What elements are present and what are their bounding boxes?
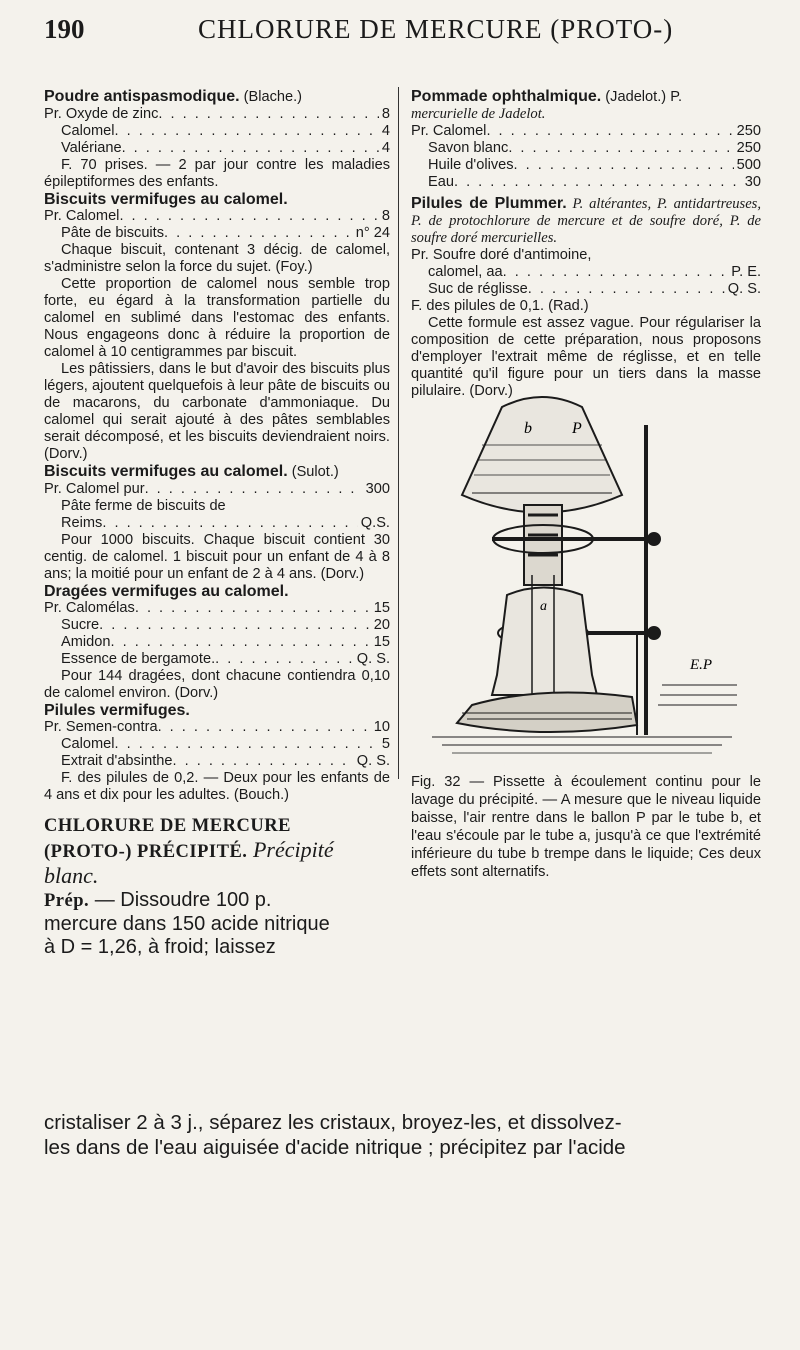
recipe-row: Savon blanc . . . 250 bbox=[411, 140, 761, 157]
recipe-row: Pr. Calomel . . . 8 bbox=[44, 208, 390, 225]
label-p: P bbox=[572, 420, 582, 437]
recipe-row: Pr. Semen-contra . . . 10 bbox=[44, 719, 390, 736]
recipe-row: Sucre . . . 20 bbox=[44, 617, 390, 634]
right-column bbox=[411, 88, 761, 400]
poudre-heading: Poudre antispasmodique. (Blache.) bbox=[44, 88, 303, 105]
page-header bbox=[0, 14, 800, 54]
recipe-row: Suc de réglisse . . . Q. S. bbox=[411, 281, 761, 298]
recipe-row: Valériane . . . 4 bbox=[44, 140, 390, 157]
engraver-signature: E.P bbox=[690, 657, 713, 673]
recipe-row: Extrait d'absinthe . . . Q. S. bbox=[44, 753, 390, 770]
pommade-subtitle: mercurielle de Jadelot. bbox=[411, 106, 546, 122]
poudre-note: F. 70 prises. — 2 par jour contre les maladies épileptiformes des enfants. bbox=[44, 157, 390, 190]
paragraph: F. des pilules de 0,1. (Rad.) bbox=[411, 298, 589, 314]
section-title-line2: (PROTO-) PRÉCIPITÉ. Précipité blanc. bbox=[44, 837, 334, 888]
text-line: cristaliser 2 à 3 j., séparez les cristaux, broyez-les, et dissolvez- bbox=[44, 1111, 622, 1134]
recipe-row: Pâte de biscuits . . . n° 24 bbox=[44, 225, 390, 242]
paragraph: Pour 1000 biscuits. Chaque biscuit contient 30 centig. de calomel. 1 biscuit pour un enfant de 4 à 8 ans; la moitié pour un enfant de 2 à 4 ans. (Dorv.) bbox=[44, 532, 390, 582]
paragraph: Chaque biscuit, contenant 3 décig. de calomel, s'administre selon la force du sujet. (Foy.) bbox=[44, 242, 390, 275]
recipe-row: Pr. Calomel pur . . . 300 bbox=[44, 481, 390, 498]
prep-line: Prép. — Dissoudre 100 p. bbox=[44, 889, 272, 911]
label-a: a bbox=[540, 599, 547, 614]
figure-caption: Fig. 32 — Pissette à écoulement continu pour le lavage du précipité. — A mesure que le niveau liquide baisse, l'air rentre dans le ballon P par le tube b, et l'eau s'écoule par le tube a, jusqu'à ce que l'extrémité inférieure du tube b trempe dans le liquide; Ces deux effets sont alternatifs. bbox=[411, 774, 761, 880]
recipe-row: Essence de bergamote. . . . Q. S. bbox=[44, 651, 390, 668]
wash-bottle-figure bbox=[432, 385, 744, 770]
recipe-row: Huile d'olives . . . 500 bbox=[411, 157, 761, 174]
paragraph: Cette formule est assez vague. Pour régulariser la composition de cette préparation, nous proposons d'employer l'extrait même de réglisse, et en telle quantité qu'il figure pour un tiers dans la masse pilulaire. (Dorv.) bbox=[411, 315, 761, 399]
recipe-row: Reims . . . Q.S. bbox=[44, 515, 390, 532]
dragees-heading: Dragées vermifuges au calomel. bbox=[44, 583, 289, 600]
prep-line: à D = 1,26, à froid; laissez bbox=[44, 936, 276, 958]
text-line: les dans de l'eau aiguisée d'acide nitrique ; précipitez par l'acide bbox=[44, 1136, 626, 1159]
paragraph: Pour 144 dragées, dont chacune contiendra 0,10 de calomel environ. (Dorv.) bbox=[44, 668, 390, 701]
recipe-row: Pr. Calomel . . . 250 bbox=[411, 123, 761, 140]
section-title-line1: CHLORURE DE MERCURE bbox=[44, 816, 291, 836]
recipe-row: Pâte ferme de biscuits de bbox=[61, 498, 226, 514]
recipe-row: calomel, aa . . . P. E. bbox=[411, 264, 761, 281]
page-number: 190 bbox=[44, 14, 85, 44]
paragraph: Les pâtissiers, dans le but d'avoir des biscuits plus légers, ajoutent quelquefois à leur pâte de biscuits ou de macarons, du carbonate d'ammoniaque. Du calomel qui serait ajouté à des pâtes semblables serait décomposé, et les biscuits deviendraient noirs. (Dorv.) bbox=[44, 361, 390, 462]
recipe-row: Pr. Soufre doré d'antimoine, bbox=[411, 247, 592, 263]
recipe-row: Amidon . . . 15 bbox=[44, 634, 390, 651]
column-divider bbox=[398, 87, 399, 779]
plummer-heading: Pilules de Plummer. P. altérantes, P. antidartreuses, P. de protochlorure de mercure et de soufre doré, P. de soufre doré mercurielles. bbox=[411, 195, 762, 246]
recipe-row: Pr. Oxyde de zinc . . . 8 bbox=[44, 106, 390, 123]
prep-line: mercure dans 150 acide nitrique bbox=[44, 913, 330, 935]
recipe-row: Eau . . . 30 bbox=[411, 174, 761, 191]
biscuits-sulot-heading: Biscuits vermifuges au calomel. (Sulot.) bbox=[44, 463, 339, 480]
pommade-heading: Pommade ophthalmique. (Jadelot.) P. bbox=[411, 88, 683, 105]
paragraph: Cette proportion de calomel nous semble trop forte, eu égard à la transformation partielle du calomel en sublimé dans l'estomac des enfants. Nous engageons donc à réduire la proportion de calomel à 10 centigrammes par biscuit. bbox=[44, 276, 390, 360]
running-title: CHLORURE DE MERCURE (PROTO-) bbox=[198, 14, 674, 44]
recipe-row: Pr. Calomélas . . . 15 bbox=[44, 600, 390, 617]
recipe-row: Calomel . . . 5 bbox=[44, 736, 390, 753]
recipe-row: Calomel . . . 4 bbox=[44, 123, 390, 140]
full-width-text bbox=[44, 1110, 756, 1160]
left-column bbox=[44, 88, 390, 959]
pilules-heading: Pilules vermifuges. bbox=[44, 702, 190, 719]
paragraph: F. des pilules de 0,2. — Deux pour les enfants de 4 ans et dix pour les adultes. (Bouch.) bbox=[44, 770, 390, 803]
label-b: b bbox=[524, 420, 532, 437]
biscuits-heading: Biscuits vermifuges au calomel. bbox=[44, 191, 288, 208]
